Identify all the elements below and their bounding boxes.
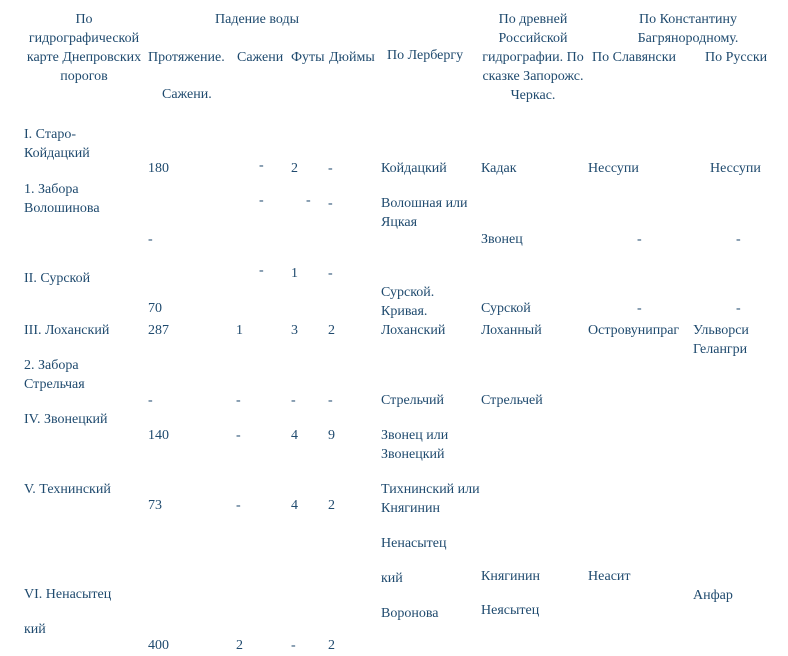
- cell-dyuimy: 2: [328, 323, 335, 338]
- cell-ancient: Стрельчей: [481, 393, 543, 408]
- row-name: кий: [24, 622, 46, 637]
- header-ancient: По древней Российской гидрографии. По сказке Запорожс. Черкас.: [482, 12, 584, 103]
- cell-lerberg: Воронова: [381, 606, 439, 621]
- header-constantine: По Константину Багрянородному.: [637, 12, 739, 46]
- cell-ancient: Княгинин: [481, 569, 540, 584]
- header-geo: По гидрографической карте Днепровских порогов: [26, 12, 142, 84]
- cell-futy: 3: [291, 323, 298, 338]
- cell-length: 400: [148, 638, 169, 653]
- cell-length: 73: [148, 498, 162, 513]
- header-fall: Падение воды: [215, 12, 299, 27]
- cell-futy: -: [291, 393, 296, 408]
- cell-rus: Нессупи: [710, 161, 761, 176]
- cell-sazheni: -: [236, 393, 241, 408]
- cell-lerberg: Сурской. Кривая.: [381, 285, 435, 319]
- cell-ancient: Кадак: [481, 161, 517, 176]
- cell-rus: -: [736, 301, 741, 316]
- cell-rus: Ульворси Гелангри: [693, 323, 749, 357]
- cell-slav: Островунипраг: [588, 323, 680, 338]
- row-name: IV. Звонецкий: [24, 412, 108, 427]
- cell-length: -: [148, 393, 153, 408]
- cell-lerberg: Ненасытец: [381, 536, 447, 551]
- header-slav: По Славянски: [592, 50, 677, 65]
- cell-futy: 4: [291, 428, 298, 443]
- header-length: Протяжение.: [148, 50, 225, 65]
- cell-lerberg: Стрельчий: [381, 393, 444, 408]
- cell-slav: -: [637, 232, 642, 247]
- cell-slav: -: [637, 301, 642, 316]
- header-futy: Футы: [291, 50, 325, 65]
- cell-futy: -: [306, 193, 311, 208]
- cell-ancient: Неясытец: [481, 603, 540, 618]
- cell-dyuimy: -: [328, 393, 333, 408]
- cell-sazheni: -: [259, 263, 264, 278]
- cell-length: 140: [148, 428, 169, 443]
- cell-lerberg: Тихнинский или Княгинин: [381, 482, 480, 516]
- cell-futy: 2: [291, 161, 298, 176]
- row-name: 1. Забора Волошинова: [24, 182, 100, 216]
- cell-lerberg: Лоханский: [381, 323, 446, 338]
- cell-dyuimy: 9: [328, 428, 335, 443]
- cell-dyuimy: -: [328, 161, 333, 176]
- header-lerberg: По Лербергу: [387, 48, 464, 63]
- cell-sazheni: -: [259, 158, 264, 173]
- cell-ancient: Сурской: [481, 301, 531, 316]
- cell-dyuimy: -: [328, 196, 333, 211]
- row-name: II. Сурской: [24, 271, 91, 286]
- row-name: VI. Ненасытец: [24, 587, 112, 602]
- cell-length: 70: [148, 301, 162, 316]
- row-name: 2. Забора Стрельчая: [24, 358, 85, 392]
- cell-lerberg: Волошная или Яцкая: [381, 196, 468, 230]
- cell-futy: 1: [291, 266, 298, 281]
- header-length-unit: Сажени.: [162, 87, 212, 102]
- cell-ancient: Лоханный: [481, 323, 542, 338]
- cell-lerberg: Койдацкий: [381, 161, 447, 176]
- cell-lerberg: Звонец или Звонецкий: [381, 428, 449, 462]
- cell-slav: Неасит: [588, 569, 631, 584]
- cell-sazheni: -: [236, 498, 241, 513]
- cell-sazheni: 2: [236, 638, 243, 653]
- cell-futy: 4: [291, 498, 298, 513]
- cell-ancient: Звонец: [481, 232, 523, 247]
- cell-lerberg: кий: [381, 571, 403, 586]
- row-name: I. Старо-Койдацкий: [24, 127, 90, 161]
- cell-rus: -: [736, 232, 741, 247]
- row-name: V. Технинский: [24, 482, 111, 497]
- cell-futy: -: [291, 638, 296, 653]
- row-name: III. Лоханский: [24, 323, 110, 338]
- cell-sazheni: 1: [236, 323, 243, 338]
- cell-sazheni: -: [236, 428, 241, 443]
- cell-sazheni: -: [259, 193, 264, 208]
- header-rus: По Русски: [705, 50, 768, 65]
- cell-length: 287: [148, 323, 169, 338]
- cell-rus: Анфар: [693, 588, 733, 603]
- cell-dyuimy: -: [328, 266, 333, 281]
- cell-slav: Нессупи: [588, 161, 639, 176]
- header-dyuimy: Дюймы: [329, 50, 375, 65]
- cell-length: -: [148, 232, 153, 247]
- cell-dyuimy: 2: [328, 498, 335, 513]
- cell-dyuimy: 2: [328, 638, 335, 653]
- header-sazheni: Сажени: [237, 50, 284, 65]
- cell-length: 180: [148, 161, 169, 176]
